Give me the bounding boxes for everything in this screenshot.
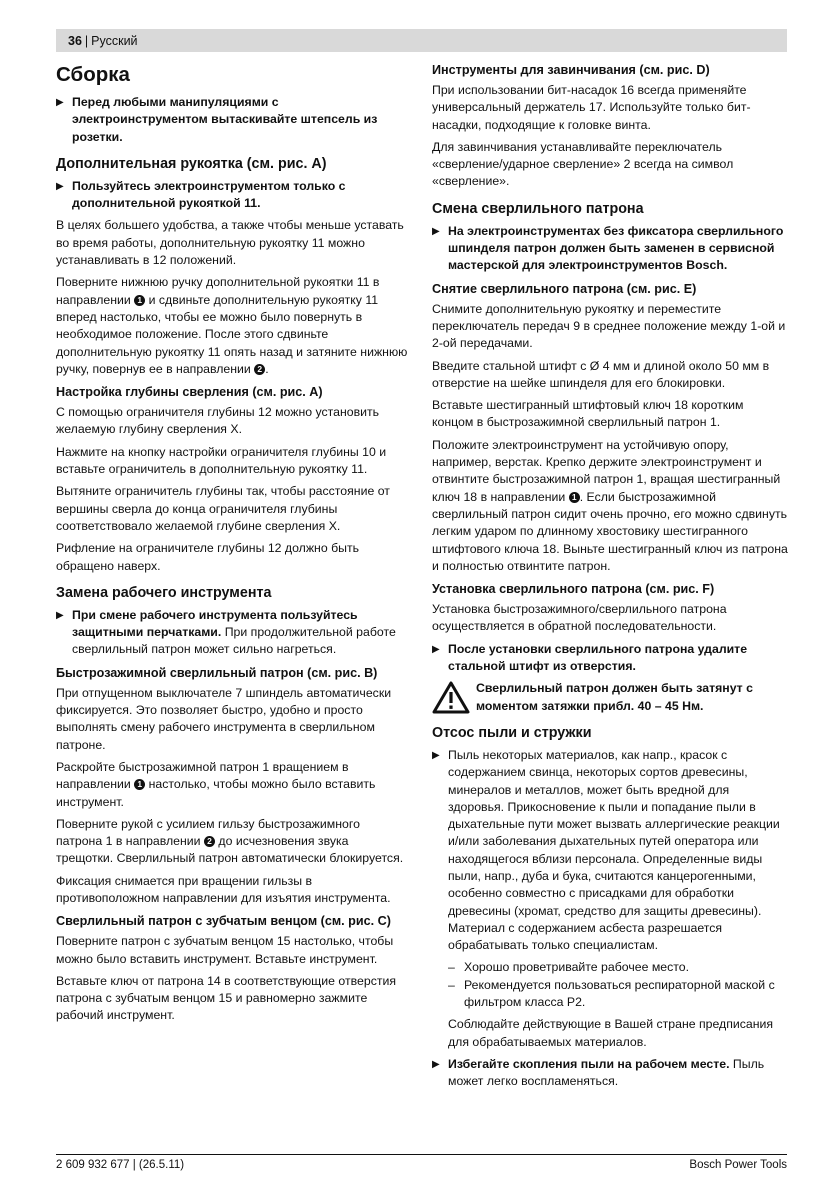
dust-tip-respirator: – Рекомендуется пользоваться респираторной маской с фильтром класса P2. [448, 977, 775, 1010]
left-column [56, 60, 408, 1030]
heading-quick-chuck: Быстрозажимной сверлильный патрон (см. рис. B) [56, 665, 378, 680]
right-column [432, 60, 788, 1096]
direction-marker-2-icon: 2 [254, 364, 265, 375]
bullet-icon: ▶ [432, 225, 440, 237]
dust-warning: ▶ Пыль некоторых материалов, как напр., красок с содержанием свинца, некоторых сортов древесины, минералов и металлов, может быть вредной для здоровья. Прикосновение к пыли и попадание пыли в дыхательные пути может вызвать аллергические реакции и/или заболевания дыхательных путей оператора или находящегося вблизи персонала. Определенные виды пыли, напр., дуба и бука, считаются канцерогенными, особенно совместно с присадками для обработки древесины (хромат, средство для защиты древесины). Материал с содержанием асбеста разрешается обрабатывать только специалистам. [432, 747, 788, 955]
page-number: 36 [68, 33, 82, 48]
install-paragraph-1: Установка быстрозажимного/сверлильного патрона осуществляется в обратной последовательности. [432, 602, 727, 634]
assembly-warning: ▶ Перед любыми манипуляциями с электроинструментом вытаскивайте штепсель из розетки. [56, 94, 408, 146]
heading-aux-handle: Дополнительная рукоятка (см. рис. A) [56, 155, 327, 172]
page-header [56, 29, 787, 52]
bullet-icon: ▶ [432, 1058, 440, 1070]
language-label: Русский [91, 33, 138, 48]
tool-change-warning: ▶ При смене рабочего инструмента пользуйтесь защитными перчатками. При продолжительной работе сверлильный патрон может сильно нагреться. [56, 607, 408, 659]
depth-paragraph-3: Вытяните ограничитель глубины так, чтобы расстояние от вершины сверла до конца ограничителя глубины соответствовало желаемой глубине сверления X. [56, 484, 390, 533]
header-separator: | [84, 33, 89, 48]
section-title-assembly: Сборка [56, 63, 130, 86]
footer-divider [56, 1154, 787, 1155]
screw-paragraph-1: При использовании бит-насадок 16 всегда применяйте универсальный держатель 17. Используйте только бит-насадки, подходящие к головке винта. [432, 83, 751, 132]
dust-tip-ventilation: – Хорошо проветривайте рабочее место. [448, 960, 690, 975]
footer-brand: Bosch Power Tools [689, 1159, 787, 1171]
direction-marker-1-icon: 1 [134, 779, 145, 790]
direction-marker-1-icon: 1 [569, 492, 580, 503]
dust-accumulation-warning: ▶ Избегайте скопления пыли на рабочем месте. Пыль может легко воспламеняться. [432, 1056, 788, 1091]
direction-marker-2-icon: 2 [204, 836, 215, 847]
depth-paragraph-4: Рифление на ограничителе глубины 12 должно быть обращено наверх. [56, 541, 360, 573]
heading-chuck-install: Установка сверлильного патрона (см. рис. F) [432, 582, 715, 597]
aux-handle-paragraph-1: В целях большего удобства, а также чтобы меньше уставать во время работы, дополнительную рукоятку 11 можно устанавливать в 12 положений. [56, 218, 404, 268]
heading-chuck-removal: Снятие сверлильного патрона (см. рис. E) [432, 281, 697, 296]
aux-handle-warning: ▶ Пользуйтесь электроинструментом только с дополнительной рукояткой 11. [56, 178, 408, 213]
heading-screw-tools: Инструменты для завинчивания (см. рис. D) [432, 63, 710, 77]
bullet-icon: ▶ [432, 749, 440, 761]
removal-paragraph-2: Введите стальной штифт с Ø 4 мм и длиной около 50 мм в отверстие на шейке шпинделя для его блокировки. [432, 358, 770, 390]
bullet-icon: ▶ [56, 609, 64, 621]
screw-paragraph-2: Для завинчивания устанавливайте переключатель «сверление/ударное сверление» 2 всегда на символ «сверление». [432, 139, 734, 189]
quick-chuck-paragraph-1: При отпущенном выключателе 7 шпиндель автоматически фиксируется. Это позволяет быстро, удобно и просто выполнять смену рабочего инструмента в сверлильном патроне. [56, 685, 392, 752]
footer-doc-number: 2 609 932 677 | (26.5.11) [56, 1159, 185, 1171]
depth-paragraph-2: Нажмите на кнопку настройки ограничителя глубины 10 и вставьте ограничитель в дополнительную рукоятку 11. [56, 444, 387, 477]
bullet-icon: ▶ [56, 97, 64, 108]
quick-chuck-paragraph-3: Поверните рукой с усилием гильзу быстрозажимного патрона 1 в направлении 2 до исчезновения звука трещотки. Сверлильный патрон автоматически блокируется. [56, 816, 404, 866]
install-warning: ▶ После установки сверлильного патрона удалите стальной штифт из отверстия. [432, 641, 788, 676]
warning-triangle-icon [432, 681, 470, 714]
depth-paragraph-1: С помощью ограничителя глубины 12 можно установить желаемую глубину сверления X. [56, 405, 380, 437]
quick-chuck-paragraph-2: Раскройте быстрозажимной патрон 1 вращением в направлении 1 настолько, чтобы можно было вставить инструмент. [56, 759, 376, 809]
bullet-icon: ▶ [56, 180, 64, 192]
direction-marker-1-icon: 1 [134, 295, 145, 306]
torque-warning: Сверлильный патрон должен быть затянут с моментом затяжки прибл. 40 – 45 Нм. [432, 680, 788, 715]
bullet-icon: ▶ [432, 643, 440, 655]
chuck-change-warning: ▶ На электроинструментах без фиксатора сверлильного шпинделя патрон должен быть заменен в сервисной мастерской для электроинструментов Bosch. [432, 223, 788, 275]
removal-paragraph-1: Снимите дополнительную рукоятку и переместите переключатель передач 9 в среднее положение между 1-ой и 2-ой передачами. [432, 301, 786, 351]
heading-depth: Настройка глубины сверления (см. рис. A) [56, 385, 323, 400]
heading-tool-change: Замена рабочего инструмента [56, 584, 272, 601]
dust-rules-paragraph: Соблюдайте действующие в Вашей стране предписания для обрабатываемых материалов. [448, 1017, 774, 1049]
heading-dust: Отсос пыли и стружки [432, 724, 592, 741]
heading-key-chuck: Сверлильный патрон с зубчатым венцом (см. рис. C) [56, 914, 391, 929]
quick-chuck-paragraph-4: Фиксация снимается при вращении гильзы в противоположном направлении для изъятия инструмента. [56, 873, 391, 905]
aux-handle-paragraph-2: Поверните нижнюю ручку дополнительной рукоятки 11 в направлении 1 и сдвиньте дополнительную рукоятку 11 вперед настолько, чтобы ее можно было повернуть в необходимое положение. После этого сдвиньте дополнительную рукоятку 11 опять назад и затяните нижнюю ручку, повернув ее в направлении 2 . [56, 275, 408, 376]
heading-chuck-change: Смена сверлильного патрона [432, 200, 644, 217]
removal-paragraph-3: Вставьте шестигранный штифтовый ключ 18 коротким концом в быстрозажимной сверлильный патрон 1. [432, 398, 744, 430]
key-chuck-paragraph-2: Вставьте ключ от патрона 14 в соответствующие отверстия патрона с зубчатым венцом 15 и равномерно зажмите рабочий инструмент. [56, 973, 397, 1023]
removal-paragraph-4: Положите электроинструмент на устойчивую опору, например, верстак. Крепко держите электроинструмент и отвинтите быстрозажимной патрон 1, вращая шестигранный ключ 18 в направлении 1 . Если быстрозажимной сверлильный патрон сидит очень прочно, его можно сдвинуть легким ударом по длинному хвостовику шестигранного штифтового ключа 18. Выньте шестигранный ключ из патрона и полностью отвинтите патрон. [432, 437, 788, 573]
key-chuck-paragraph-1: Поверните патрон с зубчатым венцом 15 настолько, чтобы можно было вставить инструмент. Вставьте инструмент. [56, 934, 394, 966]
